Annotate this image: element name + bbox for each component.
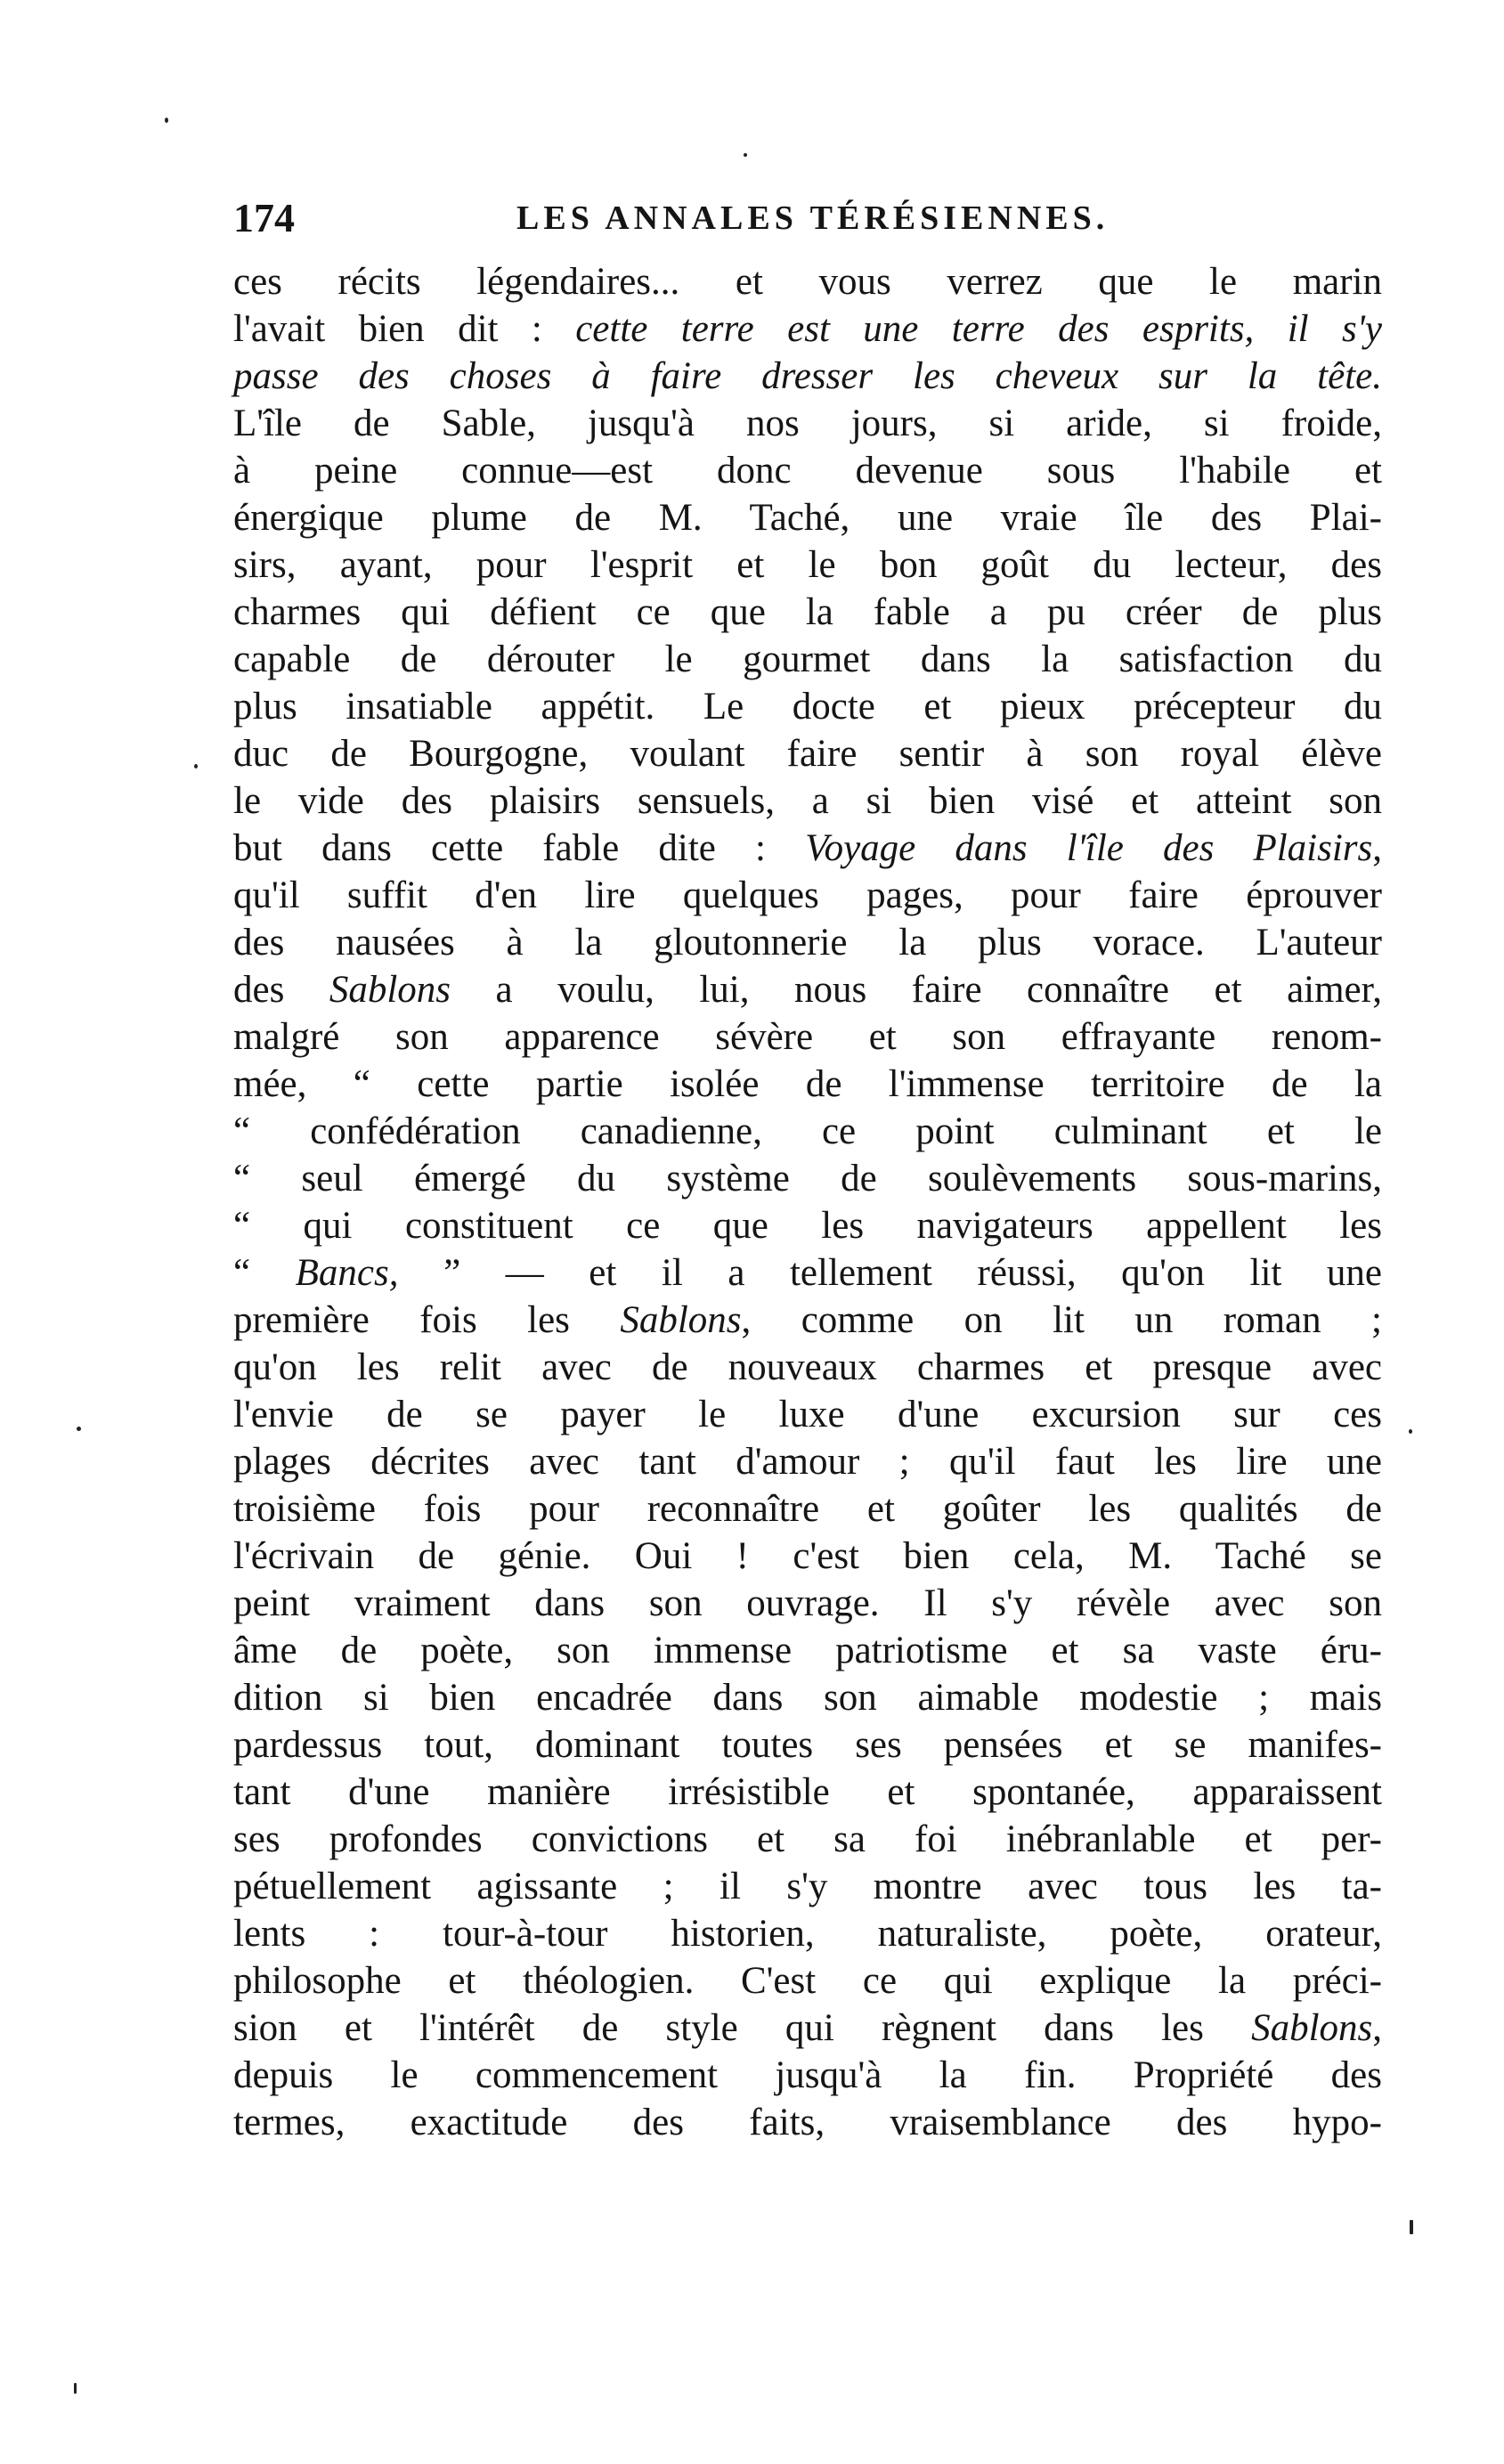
text-line — [233, 919, 1382, 966]
italic-run: Voyage dans l'île des Plaisirs — [805, 827, 1373, 869]
print-speck — [77, 1427, 81, 1431]
text-line — [233, 447, 1382, 494]
text-line — [233, 1580, 1382, 1627]
text-run: plus insatiable appétit. Le docte et pieux précepteur du — [233, 686, 1382, 728]
text-line — [233, 1533, 1382, 1580]
text-run: malgré son apparence sévère et son effrayante renom- — [233, 1016, 1382, 1058]
text-run: peint vraiment dans son ouvrage. Il s'y révèle avec son — [233, 1582, 1382, 1624]
text-run: but dans cette fable dite : — [233, 827, 806, 869]
text-line — [233, 683, 1382, 730]
text-line — [233, 1438, 1382, 1485]
body-text — [233, 258, 1382, 2146]
text-run: lents : tour-à-tour historien, naturaliste, poète, orateur, — [233, 1913, 1382, 1955]
text-line — [233, 2005, 1382, 2052]
text-run: , comme on lit un roman ; — [741, 1299, 1382, 1341]
page-number: 174 — [233, 195, 295, 240]
text-run: des nausées à la gloutonnerie la plus vorace. L'auteur — [233, 922, 1382, 964]
text-run: philosophe et théologien. C'est ce qui explique la préci- — [233, 1960, 1382, 2002]
text-line — [233, 1344, 1382, 1391]
text-line — [233, 400, 1382, 447]
print-speck — [744, 153, 747, 157]
text-run: “ — [233, 1252, 296, 1294]
print-speck — [1410, 2220, 1413, 2234]
text-line — [233, 2052, 1382, 2099]
text-line — [233, 636, 1382, 683]
print-speck — [74, 2383, 77, 2394]
italic-run: Bancs, — [295, 1252, 399, 1294]
text-run: a voulu, lui, nous faire connaître et aimer, — [451, 969, 1382, 1011]
text-line — [233, 1910, 1382, 1957]
print-speck — [194, 764, 198, 768]
text-run: ses profondes convictions et sa foi inébranlable et per- — [233, 1818, 1382, 1860]
text-run: mée, “ cette partie isolée de l'immense territoire de la — [233, 1063, 1382, 1105]
text-line — [233, 966, 1382, 1013]
text-run: pétuellement agissante ; il s'y montre avec tous les ta- — [233, 1866, 1382, 1907]
text-run: , — [1372, 2007, 1382, 2049]
text-run: énergique plume de M. Taché, une vraie île des Plai- — [233, 497, 1382, 539]
italic-run: Sablons — [620, 1299, 742, 1341]
italic-run: passe des choses à faire dresser les cheveux sur la tête. — [233, 355, 1382, 397]
text-run: sion et l'intérêt de style qui règnent dans les — [233, 2007, 1252, 2049]
text-line — [233, 2099, 1382, 2146]
text-run: termes, exactitude des faits, vraisemblance des hypo- — [233, 2102, 1382, 2143]
text-line — [233, 1627, 1382, 1674]
text-line — [233, 1957, 1382, 2005]
text-run: l'avait bien dit : — [233, 308, 576, 350]
text-line — [233, 1769, 1382, 1816]
text-run: capable de dérouter le gourmet dans la satisfaction du — [233, 638, 1382, 680]
text-line — [233, 353, 1382, 400]
text-run: charmes qui défient ce que la fable a pu créer de plus — [233, 591, 1382, 633]
text-line — [233, 1674, 1382, 1721]
text-run: ces récits légendaires... et vous verrez que le marin — [233, 261, 1382, 303]
text-line — [233, 777, 1382, 825]
print-speck — [165, 118, 168, 123]
text-run: le vide des plaisirs sensuels, a si bien visé et atteint son — [233, 780, 1382, 822]
text-run: plages décrites avec tant d'amour ; qu'il faut les lire une — [233, 1441, 1382, 1483]
running-title: LES ANNALES TÉRÉSIENNES. — [516, 199, 1110, 237]
text-line — [233, 1249, 1382, 1297]
text-line — [233, 1816, 1382, 1863]
text-run: qu'on les relit avec de nouveaux charmes et presque avec — [233, 1346, 1382, 1388]
text-line — [233, 1155, 1382, 1202]
text-line — [233, 541, 1382, 589]
text-run: première fois les — [233, 1299, 621, 1341]
italic-run: Sablons — [1251, 2007, 1373, 2049]
text-run: ” — et il a tellement réussi, qu'on lit une — [398, 1252, 1382, 1294]
text-run: à peine connue—est donc devenue sous l'habile et — [233, 450, 1382, 492]
text-line — [233, 1108, 1382, 1155]
text-line — [233, 872, 1382, 919]
text-line — [233, 1297, 1382, 1344]
italic-run: Sablons — [329, 969, 451, 1011]
text-run: qu'il suffit d'en lire quelques pages, pour faire éprouver — [233, 874, 1382, 916]
text-run: dition si bien encadrée dans son aimable modestie ; mais — [233, 1677, 1382, 1719]
text-line — [233, 589, 1382, 636]
text-line — [233, 1202, 1382, 1249]
text-line — [233, 825, 1382, 872]
text-line — [233, 258, 1382, 305]
text-line — [233, 494, 1382, 541]
text-run: , — [1372, 827, 1383, 869]
text-run: “ qui constituent ce que les navigateurs appellent les — [233, 1205, 1382, 1247]
text-line — [233, 1061, 1382, 1108]
text-run: des — [233, 969, 329, 1011]
text-line — [233, 1863, 1382, 1910]
text-run: “ seul émergé du système de soulèvements sous-marins, — [233, 1158, 1382, 1199]
text-run: l'envie de se payer le luxe d'une excursion sur ces — [233, 1394, 1382, 1435]
text-run: troisième fois pour reconnaître et goûter les qualités de — [233, 1488, 1382, 1530]
text-run: L'île de Sable, jusqu'à nos jours, si aride, si froide, — [233, 403, 1382, 444]
page-header — [233, 191, 1382, 245]
text-run: sirs, ayant, pour l'esprit et le bon goût du lecteur, des — [233, 544, 1382, 586]
text-run: tant d'une manière irrésistible et spontanée, apparaissent — [233, 1771, 1382, 1813]
text-run: pardessus tout, dominant toutes ses pensées et se manifes- — [233, 1724, 1382, 1766]
text-line — [233, 1013, 1382, 1061]
text-line — [233, 1391, 1382, 1438]
text-run: duc de Bourgogne, voulant faire sentir à son royal élève — [233, 733, 1382, 775]
text-line — [233, 305, 1382, 353]
text-run: depuis le commencement jusqu'à la fin. Propriété des — [233, 2054, 1382, 2096]
text-line — [233, 1721, 1382, 1769]
text-run: l'écrivain de génie. Oui ! c'est bien cela, M. Taché se — [233, 1535, 1382, 1577]
text-line — [233, 730, 1382, 777]
text-run: “ confédération canadienne, ce point culminant et le — [233, 1110, 1382, 1152]
italic-run: cette terre est une terre des esprits, il s'y — [575, 308, 1383, 350]
text-line — [233, 1485, 1382, 1533]
text-run: âme de poète, son immense patriotisme et sa vaste éru- — [233, 1630, 1382, 1671]
print-speck — [1409, 1429, 1412, 1434]
